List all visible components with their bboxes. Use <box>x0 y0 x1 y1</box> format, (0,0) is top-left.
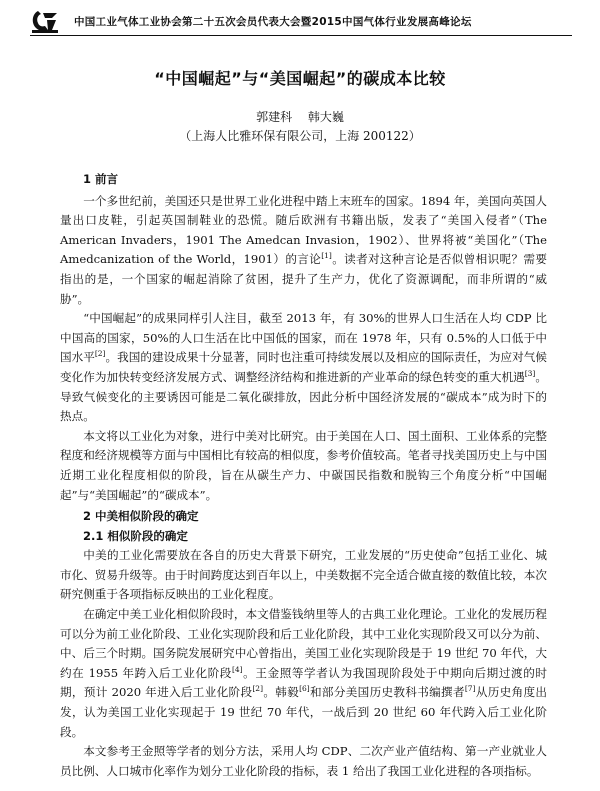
paper-affiliation: （上海人比雅环保有限公司，上海 200122） <box>179 129 421 143</box>
citation[interactable]: [4] <box>231 664 243 674</box>
header-rule <box>30 35 572 36</box>
paragraph-text: 和部分美国历史教科书编撰者 <box>309 685 465 700</box>
paragraph-text: 在确定中美工业化相似阶段时，本文借鉴钱纳里等人的古典工业化理论。工业化的发展历程可以分为前工业化阶段、工业化实现阶段和后工业化阶段，其中工业化实现阶段又可以分为前、中、后三个时期。国务院发展研究中心曾指出，美国工业化实现阶段是于 19 世纪 70 年代，大约在 1955 年跨入后工业化阶段 <box>60 607 547 680</box>
paragraph-text: 。我国的建设成果十分显著，同时也注重可持续发展以及相应的国际责任，为应对气候变化作为加快转变经济发展方式、调整经济结构和推进新的产业革命的绿色转变的重大机遇 <box>60 350 547 384</box>
paragraph-intro-2 <box>60 309 547 427</box>
paper-body <box>60 170 547 781</box>
paragraph-intro-3: 本文将以工业化为对象，进行中美对比研究。由于美国在人口、国土面积、工业体系的完整程度和经济规模等方面与中国相比有较高的相似度，参考价值较高。笔者寻找美国历史上与中国近期工业化程度相似的阶段，旨在从碳生产力、中碳国民指数和脱钩三个角度分析“中国崛起”与“美国崛起”的“碳成本”。 <box>60 428 547 502</box>
paragraph-text: 。韩毅 <box>263 685 300 700</box>
citation[interactable]: [7] <box>464 684 476 694</box>
citation[interactable]: [6] <box>299 684 310 694</box>
paper-title: “中国崛起”与“美国崛起”的碳成本比较 <box>154 69 446 88</box>
paragraph-text: 。王金照等学者认为我国现阶段处于中期向后期过渡的时期，预计 2020 年进入后工业化阶段 <box>60 665 547 700</box>
section-heading-intro: 1 前言 <box>83 172 119 186</box>
paragraph-text: 从历史角度出发，认为美国工业化实现起于 19 世纪 70 年代，一战后到 20 世纪 60 年代跨入后工业化阶段。 <box>60 685 547 739</box>
citation[interactable]: [3] <box>524 369 536 379</box>
citation[interactable]: [1] <box>321 251 332 261</box>
section-heading-stage: 2 中美相似阶段的确定 <box>83 509 199 524</box>
paragraph-stage-1: 中美的工业化需要放在各自的历史大背景下研究，工业发展的“历史使命”包括工业化、城市化、贸易升级等。由于时间跨度达到百年以上，中美数据不完全适合做直接的数值比较，本次研究侧重于各项指标反映出的工业化程度。 <box>60 548 547 602</box>
paragraph-stage-2 <box>60 605 547 742</box>
citation[interactable]: [2] <box>252 684 263 694</box>
citation[interactable]: [2] <box>94 349 106 359</box>
paragraph-text: “中国崛起”的成果同样引人注目，截至 2013 年，有 30%的世界人口生活在人均 CDP 比中国高的国家，50%的人口生活在比中国低的国家，而在 1978 年，只有 0.5%的人口低于中国水平 <box>60 311 547 365</box>
cigia-logo-icon <box>30 8 60 34</box>
paragraph-stage-3: 本文参考王金照等学者的划分方法，采用人均 CDP、二次产业产值结构、第一产业就业人员比例、人口城市化率作为划分工业化阶段的指标，表 1 给出了我国工业化进程的各项指标。 <box>60 744 547 778</box>
paper-authors: 郭建科 韩大巍 <box>256 110 344 124</box>
paragraph-text: 。导致气候变化的主要诱因可能是二氧化碳排放，因此分析中国经济发展的“碳成本”成为时下的热点。 <box>60 369 547 424</box>
running-header <box>30 6 570 36</box>
paragraph-intro-1 <box>60 192 547 310</box>
paragraph-text: 。读者对这种言论是否似曾相识呢？需要指出的是，一个国家的崛起消除了贫困，提升了生产力，优化了资源调配，而非所谓的“威胁”。 <box>60 252 547 306</box>
running-header-text: 中国工业气体工业协会第二十五次会员代表大会暨2015中国气体行业发展高峰论坛 <box>74 15 472 28</box>
paragraph-text: 一个多世纪前，美国还只是世界工业化进程中踏上末班车的国家。1894 年，美国向英国人量出口皮鞋，引起英国制鞋业的恐慌。随后欧洲有书籍出版，发表了“美国入侵者”（The American Invaders，1901 The Amedcan Invasion，1902）、世界将被“美国化”（The Amedcanization of the World，1901）的言论 <box>60 193 547 267</box>
subsection-heading-stage: 2.1 相似阶段的确定 <box>83 528 188 543</box>
